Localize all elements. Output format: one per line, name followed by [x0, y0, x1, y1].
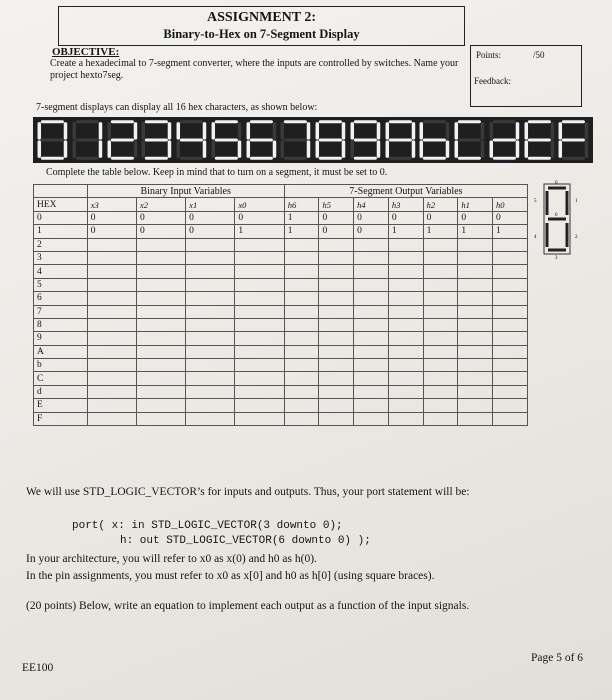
output-cell[interactable] — [319, 372, 354, 385]
output-cell[interactable] — [493, 278, 528, 291]
input-cell[interactable] — [186, 292, 235, 305]
input-cell[interactable]: 0 — [235, 211, 284, 224]
output-cell[interactable] — [284, 399, 319, 412]
assignment-title: ASSIGNMENT 2: — [206, 10, 317, 25]
input-cell[interactable] — [186, 385, 235, 398]
hex-column-header: HEX — [34, 198, 88, 211]
output-cell[interactable] — [388, 345, 423, 358]
table-row — [34, 385, 528, 398]
input-cell[interactable] — [235, 345, 284, 358]
output-cell[interactable] — [458, 385, 493, 398]
output-cell[interactable] — [493, 251, 528, 264]
output-cell[interactable] — [319, 278, 354, 291]
output-cell[interactable] — [458, 305, 493, 318]
output-cell[interactable] — [458, 292, 493, 305]
std-logic-paragraph: We will use STD_LOGIC_VECTOR’s for inputs and outputs. Thus, your port statement will be: — [26, 486, 470, 498]
input-cell[interactable] — [186, 345, 235, 358]
output-cell[interactable] — [284, 292, 319, 305]
table-row — [34, 305, 528, 318]
feedback-label: Feedback: — [474, 76, 511, 86]
input-cell[interactable] — [87, 251, 136, 264]
output-cell[interactable]: 1 — [493, 225, 528, 238]
output-cell[interactable] — [319, 292, 354, 305]
output-cell[interactable] — [493, 292, 528, 305]
hex-digit-2 — [106, 119, 139, 161]
input-cell[interactable] — [235, 265, 284, 278]
input-cell[interactable] — [87, 332, 136, 345]
output-cell[interactable] — [284, 278, 319, 291]
output-cell[interactable] — [388, 305, 423, 318]
table-row — [34, 225, 528, 238]
pin-assignment-note: In the pin assignments, you must refer to x0 as x[0] and h0 as h[0] (using square braces). — [26, 570, 435, 582]
output-cell[interactable] — [423, 265, 458, 278]
output-cell[interactable] — [319, 332, 354, 345]
output-cell[interactable] — [284, 318, 319, 331]
output-cell[interactable] — [388, 385, 423, 398]
input-cell[interactable] — [136, 305, 185, 318]
input-cell[interactable] — [235, 385, 284, 398]
hex-digit-9 — [349, 119, 382, 161]
input-cell[interactable] — [87, 359, 136, 372]
output-cell[interactable] — [319, 305, 354, 318]
output-cell[interactable] — [423, 399, 458, 412]
output-cell[interactable] — [493, 238, 528, 251]
hex-digit-C — [453, 119, 486, 161]
hex-cell: C — [34, 372, 88, 385]
input-cell[interactable] — [136, 292, 185, 305]
output-cell[interactable] — [493, 305, 528, 318]
output-cell[interactable] — [319, 399, 354, 412]
output-header-h0: h0 — [493, 198, 528, 211]
input-cell[interactable] — [186, 265, 235, 278]
output-cell[interactable] — [458, 372, 493, 385]
seg-label-4: 4 — [534, 235, 537, 240]
output-cell[interactable] — [458, 318, 493, 331]
input-cell[interactable] — [186, 238, 235, 251]
hex-digit-0 — [36, 119, 69, 161]
output-cell[interactable] — [354, 385, 389, 398]
truth-table — [33, 184, 528, 426]
table-row — [34, 332, 528, 345]
table-row — [34, 238, 528, 251]
input-cell[interactable] — [186, 359, 235, 372]
points-label: Points: — [476, 50, 502, 60]
output-cell[interactable] — [458, 359, 493, 372]
output-cell[interactable] — [458, 332, 493, 345]
input-cell[interactable] — [136, 385, 185, 398]
input-cell[interactable] — [87, 399, 136, 412]
output-cell[interactable] — [284, 345, 319, 358]
output-cell[interactable] — [423, 385, 458, 398]
output-cell[interactable] — [319, 318, 354, 331]
input-cell[interactable] — [136, 399, 185, 412]
input-cell[interactable] — [136, 318, 185, 331]
input-cell[interactable] — [186, 251, 235, 264]
input-cell[interactable] — [235, 278, 284, 291]
hex-digit-A — [384, 119, 417, 161]
input-cell[interactable]: 1 — [235, 225, 284, 238]
seg-label-6: 6 — [555, 213, 558, 218]
output-cell[interactable] — [284, 265, 319, 278]
hex-digit-E — [523, 119, 556, 161]
hex-cell: A — [34, 345, 88, 358]
hex-cell: 5 — [34, 278, 88, 291]
input-cell[interactable] — [87, 292, 136, 305]
table-row — [34, 292, 528, 305]
input-cell[interactable] — [235, 305, 284, 318]
output-cell[interactable]: 0 — [423, 211, 458, 224]
output-cell[interactable] — [388, 251, 423, 264]
hex-digit-5 — [210, 119, 243, 161]
output-cell[interactable] — [458, 412, 493, 425]
output-cell[interactable]: 1 — [284, 225, 319, 238]
output-cell[interactable] — [423, 345, 458, 358]
table-row — [34, 265, 528, 278]
output-cell[interactable] — [284, 238, 319, 251]
output-cell[interactable] — [388, 292, 423, 305]
output-cell[interactable] — [354, 399, 389, 412]
output-cell[interactable] — [354, 318, 389, 331]
output-cell[interactable] — [388, 412, 423, 425]
output-cell[interactable] — [284, 372, 319, 385]
output-cell[interactable] — [493, 412, 528, 425]
output-cell[interactable] — [458, 238, 493, 251]
input-cell[interactable] — [87, 318, 136, 331]
output-cell[interactable] — [319, 385, 354, 398]
input-cell[interactable] — [136, 332, 185, 345]
input-cell[interactable]: 0 — [186, 211, 235, 224]
table-instruction: Complete the table below. Keep in mind that to turn on a segment, it must be set to 0. — [46, 167, 388, 178]
hex-cell: 3 — [34, 251, 88, 264]
hex-cell: 9 — [34, 332, 88, 345]
table-row — [34, 399, 528, 412]
output-cell[interactable] — [493, 399, 528, 412]
hex-cell: 4 — [34, 265, 88, 278]
display-note: 7-segment displays can display all 16 hex characters, as shown below: — [36, 102, 318, 113]
output-cell[interactable] — [423, 332, 458, 345]
output-header-h3: h3 — [388, 198, 423, 211]
hex-cell: 2 — [34, 238, 88, 251]
output-cell[interactable] — [458, 251, 493, 264]
hex-cell: 8 — [34, 318, 88, 331]
output-header-h1: h1 — [458, 198, 493, 211]
hex-digit-d — [488, 119, 521, 161]
output-cell[interactable] — [388, 278, 423, 291]
input-cell[interactable] — [235, 332, 284, 345]
hex-cell: 1 — [34, 225, 88, 238]
output-cell[interactable] — [319, 238, 354, 251]
output-cell[interactable] — [354, 345, 389, 358]
input-cell[interactable] — [186, 399, 235, 412]
output-cell[interactable] — [284, 359, 319, 372]
input-cell[interactable] — [87, 265, 136, 278]
input-cell[interactable] — [235, 292, 284, 305]
input-cell[interactable] — [235, 372, 284, 385]
output-cell[interactable] — [284, 332, 319, 345]
input-cell[interactable] — [87, 385, 136, 398]
output-cell[interactable] — [284, 412, 319, 425]
hex-digit-7 — [279, 119, 312, 161]
input-cell[interactable] — [186, 372, 235, 385]
points-feedback-box — [470, 45, 582, 107]
output-cell[interactable] — [423, 372, 458, 385]
table-row — [34, 345, 528, 358]
input-cell[interactable] — [235, 251, 284, 264]
output-cell[interactable] — [319, 345, 354, 358]
output-cell[interactable] — [388, 372, 423, 385]
input-cell[interactable]: 0 — [136, 225, 185, 238]
hex-cell: 6 — [34, 292, 88, 305]
output-cell[interactable] — [458, 345, 493, 358]
output-cell[interactable] — [354, 292, 389, 305]
input-header-x0: x0 — [235, 198, 284, 211]
objective-text: Create a hexadecimal to 7-segment converter, where the inputs are controlled by switches. Name your project hexto7seg. — [50, 58, 459, 81]
input-cell[interactable] — [186, 305, 235, 318]
output-cell[interactable] — [388, 359, 423, 372]
output-header-h2: h2 — [423, 198, 458, 211]
input-cell[interactable] — [136, 238, 185, 251]
input-cell[interactable] — [87, 412, 136, 425]
segment-diagram — [530, 180, 600, 260]
hex-digit-8 — [314, 119, 347, 161]
page-number: Page 5 of 6 — [531, 652, 584, 664]
output-cell[interactable] — [493, 359, 528, 372]
input-cell[interactable] — [235, 238, 284, 251]
input-cell[interactable] — [136, 278, 185, 291]
output-cell[interactable]: 0 — [354, 225, 389, 238]
input-cell[interactable] — [235, 318, 284, 331]
hex-digit-3 — [140, 119, 173, 161]
table-row — [34, 318, 528, 331]
input-cell[interactable] — [136, 372, 185, 385]
hex-digit-6 — [245, 119, 278, 161]
output-cell[interactable]: 0 — [458, 211, 493, 224]
architecture-note: In your architecture, you will refer to x0 as x(0) and h0 as h(0). — [26, 553, 317, 565]
output-cell[interactable] — [354, 278, 389, 291]
output-cell[interactable] — [423, 359, 458, 372]
code-line-2: h: out STD_LOGIC_VECTOR(6 downto 0) ); — [120, 535, 371, 547]
input-cell[interactable] — [235, 412, 284, 425]
hex-cell: 0 — [34, 211, 88, 224]
output-cell[interactable] — [493, 385, 528, 398]
input-cell[interactable] — [87, 372, 136, 385]
output-cell[interactable]: 0 — [493, 211, 528, 224]
input-cell[interactable] — [87, 278, 136, 291]
output-cell[interactable] — [388, 238, 423, 251]
output-cell[interactable] — [354, 251, 389, 264]
output-cell[interactable] — [354, 332, 389, 345]
output-cell[interactable] — [493, 372, 528, 385]
input-cell[interactable] — [87, 345, 136, 358]
table-row — [34, 278, 528, 291]
input-cell[interactable] — [235, 359, 284, 372]
assignment-subtitle: Binary-to-Hex on 7-Segment Display — [163, 27, 360, 41]
input-cell[interactable] — [136, 412, 185, 425]
code-line-1: port( x: in STD_LOGIC_VECTOR(3 downto 0); — [72, 520, 343, 532]
seven-segment-strip — [33, 117, 593, 163]
hex-cell: b — [34, 359, 88, 372]
output-cell[interactable] — [388, 265, 423, 278]
table-row — [34, 359, 528, 372]
output-cell[interactable] — [493, 332, 528, 345]
hex-digit-4 — [175, 119, 208, 161]
input-header-x3: x3 — [87, 198, 136, 211]
input-cell[interactable] — [87, 305, 136, 318]
output-cell[interactable] — [354, 238, 389, 251]
hex-digit-b — [418, 119, 451, 161]
hex-digit-1 — [71, 119, 104, 161]
equation-instruction: (20 points) Below, write an equation to implement each output as a function of the input signals. — [26, 600, 470, 612]
table-row — [34, 412, 528, 425]
input-cell[interactable] — [186, 318, 235, 331]
seg-label-5: 5 — [534, 199, 537, 204]
hex-cell: F — [34, 412, 88, 425]
output-cell[interactable] — [354, 412, 389, 425]
output-cell[interactable] — [423, 318, 458, 331]
output-cell[interactable] — [319, 412, 354, 425]
output-cell[interactable] — [354, 359, 389, 372]
output-cell[interactable]: 1 — [388, 225, 423, 238]
output-cell[interactable] — [458, 278, 493, 291]
points-value: /50 — [533, 50, 545, 60]
output-cell[interactable] — [423, 278, 458, 291]
hex-cell: E — [34, 399, 88, 412]
input-cell[interactable]: 0 — [87, 211, 136, 224]
input-cell[interactable]: 0 — [186, 225, 235, 238]
seg-label-3: 3 — [555, 256, 558, 260]
output-cell[interactable] — [354, 265, 389, 278]
table-hex-spacer — [34, 185, 88, 198]
table-row — [34, 251, 528, 264]
input-group-header: Binary Input Variables — [87, 185, 284, 198]
input-cell[interactable] — [136, 345, 185, 358]
output-cell[interactable] — [423, 305, 458, 318]
input-header-x1: x1 — [186, 198, 235, 211]
seg-label-1: 1 — [575, 199, 578, 204]
course-code: EE100 — [22, 662, 54, 674]
input-header-x2: x2 — [136, 198, 185, 211]
output-cell[interactable] — [493, 318, 528, 331]
output-cell[interactable]: 0 — [319, 225, 354, 238]
output-cell[interactable]: 0 — [354, 211, 389, 224]
output-cell[interactable] — [458, 265, 493, 278]
input-cell[interactable] — [136, 359, 185, 372]
input-cell[interactable] — [136, 265, 185, 278]
output-cell[interactable] — [284, 305, 319, 318]
output-cell[interactable] — [354, 305, 389, 318]
output-cell[interactable]: 0 — [388, 211, 423, 224]
table-row — [34, 211, 528, 224]
output-cell[interactable] — [458, 399, 493, 412]
output-cell[interactable] — [388, 318, 423, 331]
input-cell[interactable] — [235, 399, 284, 412]
output-cell[interactable] — [319, 251, 354, 264]
output-cell[interactable] — [493, 265, 528, 278]
input-cell[interactable] — [186, 412, 235, 425]
output-cell[interactable] — [493, 345, 528, 358]
assignment-header-box — [58, 6, 465, 46]
hex-digit-F — [557, 119, 590, 161]
output-cell[interactable] — [319, 265, 354, 278]
output-cell[interactable] — [423, 412, 458, 425]
output-cell[interactable] — [284, 385, 319, 398]
output-cell[interactable] — [423, 238, 458, 251]
hex-cell: 7 — [34, 305, 88, 318]
input-cell[interactable] — [87, 238, 136, 251]
output-cell[interactable]: 1 — [284, 211, 319, 224]
output-cell[interactable] — [284, 251, 319, 264]
output-cell[interactable] — [354, 372, 389, 385]
objective-heading: OBJECTIVE: — [52, 46, 120, 58]
output-cell[interactable] — [423, 292, 458, 305]
output-cell[interactable]: 0 — [319, 211, 354, 224]
table-row — [34, 372, 528, 385]
output-header-h4: h4 — [354, 198, 389, 211]
seg-label-2: 2 — [575, 235, 578, 240]
input-cell[interactable]: 0 — [136, 211, 185, 224]
output-cell[interactable] — [388, 332, 423, 345]
output-cell[interactable] — [319, 359, 354, 372]
output-header-h6: h6 — [284, 198, 319, 211]
output-group-header: 7-Segment Output Variables — [284, 185, 527, 198]
hex-cell: d — [34, 385, 88, 398]
input-cell[interactable] — [136, 251, 185, 264]
input-cell[interactable] — [186, 278, 235, 291]
output-cell[interactable] — [423, 251, 458, 264]
seg-label-0: 0 — [555, 181, 558, 186]
output-cell[interactable]: 1 — [458, 225, 493, 238]
output-cell[interactable] — [388, 399, 423, 412]
output-cell[interactable]: 1 — [423, 225, 458, 238]
output-header-h5: h5 — [319, 198, 354, 211]
input-cell[interactable]: 0 — [87, 225, 136, 238]
input-cell[interactable] — [186, 332, 235, 345]
